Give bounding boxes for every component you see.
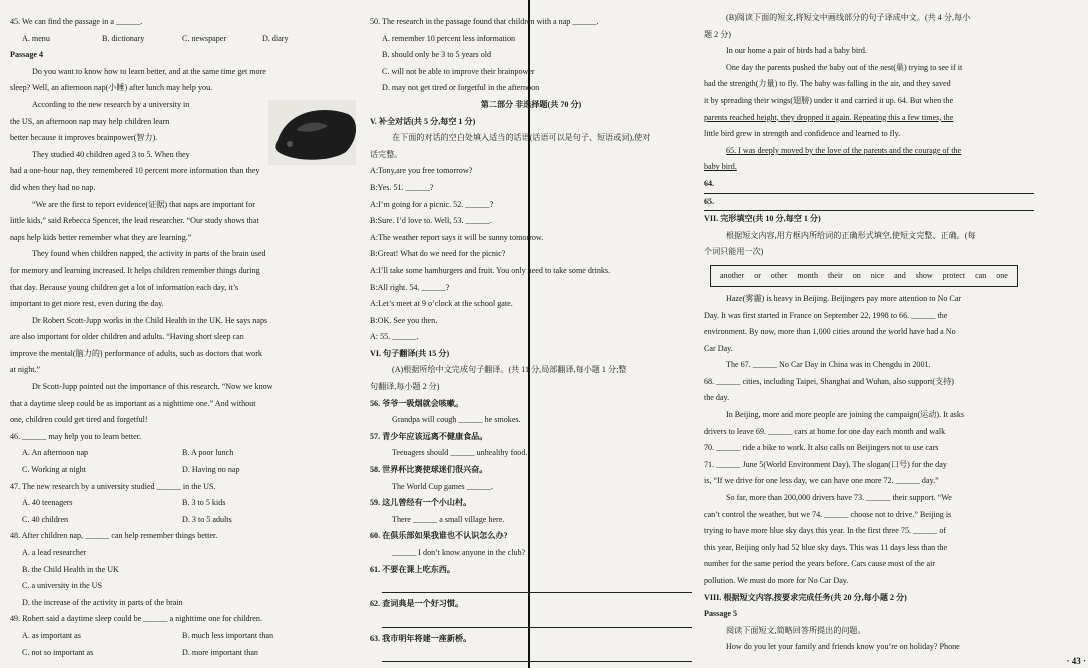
- question-48-option: B. the Child Health in the UK: [22, 564, 119, 574]
- section-6a-instructions: (A)根据所给中文完成句子翻译。(共 11 分,局部翻译,每小题 1 分;整: [392, 365, 627, 375]
- word-box-item: another: [719, 270, 745, 280]
- question-50-option: A. remember 10 percent less information: [382, 33, 516, 43]
- cloze-line: is, “If we drive for one less day, we can have one more 72. ______ day.”: [704, 476, 939, 486]
- dialog-line: A:Tony,are you free tomorrow?: [370, 166, 473, 176]
- story-line-underlined: 65. I was deeply moved by the love of the parents and the courage of the: [726, 145, 962, 155]
- story-line: One day the parents pushed the baby out of the nest(巢) trying to see if it: [726, 62, 963, 72]
- question-49-options: A. as important as B. much less important than: [22, 630, 274, 640]
- cloze-line: pollution. We must do more for No Car Day.: [704, 576, 849, 585]
- paragraph-line: that day. Because young children get a lot of information each day, it’s: [10, 282, 239, 292]
- cloze-line: environment. By now, more than 1,000 cities around the world have had a No: [704, 327, 956, 337]
- section-8-instructions: 阅读下面短文,简略回答所提出的问题。: [726, 625, 866, 635]
- paragraph-line: Dr Scott-Jupp pointed out the importance of this research. “Now we know: [32, 382, 273, 392]
- paragraph-line: According to the new research by a university in: [32, 99, 190, 109]
- cloze-line: 70. ______ ride a bike to work. It also calls on Beijingers not to use cars: [704, 443, 939, 453]
- section-6b-instructions: 题 2 分): [704, 29, 731, 39]
- story-line-underlined: it by spreading their wings(翅膀) under it and carried it up. 64. But when the: [704, 95, 954, 105]
- question-56: 56. 爷爷一吸烟就会咳嗽。: [370, 398, 464, 408]
- cloze-line: this year, Beijing only had 52 blue sky days. This was 11 days less than the: [704, 542, 948, 552]
- cloze-line: Haze(雾霾) is heavy in Beijing. Beijingers pay more attention to No Car: [726, 293, 962, 303]
- passage-4-title: Passage 4: [10, 50, 44, 60]
- cloze-line: 71. ______ June 5(World Environment Day). The slogan(口号) for the day: [704, 459, 947, 469]
- paragraph-line: improve the mental(脑力的) performance of adults, such as doctors that work: [10, 348, 262, 358]
- paragraph-line: did when they had no nap.: [10, 182, 96, 192]
- question-59-english: There ______ a small village here.: [392, 514, 505, 524]
- column-3: [704, 0, 1034, 668]
- part-2-title: 第二部分 非选择题(共 70 分): [480, 99, 582, 109]
- cloze-line: Day. It was first started in France on September 22, 1998 to 66. ______ the: [704, 310, 948, 320]
- paragraph-line: had a one-hour nap, they remembered 10 percent more information than they: [10, 166, 260, 176]
- word-box-item: and: [894, 270, 906, 280]
- story-line: had the strength(力量) to fly. The baby was falling in the air, and they saved: [704, 79, 951, 89]
- paragraph-line: are also important for older children and adults. “Having short sleep can: [10, 332, 244, 342]
- paragraph-line: “We are the first to report evidence(证据) that naps are important for: [32, 199, 255, 209]
- column-2: [370, 0, 692, 668]
- word-box-item: their: [827, 270, 843, 280]
- section-6-title: VI. 句子翻译(共 15 分): [370, 348, 450, 358]
- question-46: 46. ______ may help you to learn better.: [10, 431, 142, 441]
- cloze-line: can’t control the weather, but we 74. ______ choose not to drive.” Beijing is: [704, 509, 952, 519]
- question-50-option: B. should only be 3 to 5 years old: [382, 50, 492, 60]
- paragraph-line: the US, an afternoon nap may help children learn: [10, 116, 170, 126]
- question-47-options: A. 40 teenagers B. 3 to 5 kids: [22, 498, 226, 508]
- question-50-option: D. may not get tired or forgetful in the afternoon: [382, 83, 540, 93]
- cloze-line: In Beijing, more and more people are joining the campaign(运动). It asks: [726, 410, 965, 420]
- passage-5-first-line: How do you let your family and friends know you’re on holiday? Phone: [726, 642, 960, 652]
- dialog-line: B:Great! What do we need for the picnic?: [370, 249, 506, 259]
- section-6a-instructions: 句翻译,每小题 2 分): [370, 382, 440, 392]
- question-47: 47. The new research by a university studied ______ in the US.: [10, 481, 216, 491]
- answer-line-62[interactable]: [382, 613, 692, 628]
- question-49-options-row2: C. not so important as D. more important than: [22, 647, 258, 657]
- dialog-line: B:OK. See you then.: [370, 315, 438, 325]
- paragraph-line: one, children could get tired and forgetful!: [10, 415, 148, 425]
- answer-line-65[interactable]: 65.: [704, 194, 1034, 212]
- column-1: [10, 0, 356, 668]
- paragraph-line: for memory and learning increased. It helps children remember things during: [10, 265, 260, 275]
- paragraph-line: that a daytime sleep could be as important as a nighttime one.” And without: [10, 398, 256, 408]
- cloze-line: Car Day.: [704, 343, 733, 353]
- word-box-item: or: [754, 270, 761, 280]
- answer-line-63[interactable]: [382, 647, 692, 662]
- cloze-line: the day.: [704, 393, 730, 403]
- answer-line-64[interactable]: 64.: [704, 176, 1034, 194]
- question-60-english: ______ I don’t know anyone in the club?: [392, 548, 526, 557]
- dialog-line: A:The weather report says it will be sunny tomorrow.: [370, 232, 544, 242]
- question-45-options: A. menu B. dictionary C. newspaper D. diary: [22, 33, 289, 43]
- paragraph-line: They found when children napped, the activity in parts of the brain used: [32, 249, 266, 259]
- paragraph-line: They studied 40 children aged 3 to 5. When they: [32, 149, 190, 159]
- word-box-item: show: [915, 270, 933, 280]
- paragraph-line: little kids,” said Rebecca Spencer, the lead researcher. “Our study shows that: [10, 216, 259, 226]
- question-57: 57. 青少年应该远离不健康食品。: [370, 431, 488, 441]
- paragraph-line: Dr Robert Scott-Jupp works in the Child Health in the UK. He says naps: [32, 315, 268, 325]
- sleeping-child-photo: [268, 100, 356, 165]
- dialog-line: B:Sure. I’d love to. Well, 53. ______.: [370, 216, 492, 226]
- question-58: 58. 世界杯比赛使球迷们很兴奋。: [370, 465, 488, 475]
- dialog-line: B:Yes. 51. ______?: [370, 182, 434, 192]
- question-48-option: C. a university in the US: [22, 581, 103, 591]
- paragraph-line: naps help kids better remember what they are learning.”: [10, 232, 192, 242]
- story-line: In our home a pair of birds had a baby bird.: [726, 46, 867, 56]
- section-5-title: V. 补全对话(共 5 分,每空 1 分): [370, 116, 476, 126]
- question-49: 49. Robert said a daytime sleep could be ______ a nighttime one for children.: [10, 614, 262, 624]
- question-62: 62. 查词典是一个好习惯。: [370, 599, 464, 609]
- paragraph-line: Do you want to know how to learn better, and at the same time get more: [32, 66, 266, 76]
- question-63: 63. 我市明年将建一座新桥。: [370, 633, 472, 643]
- question-45: 45. We can find the passage in a ______.: [10, 17, 143, 26]
- section-7-instructions: 根据短文内容,用方框内所给词的正确形式填空,使短文完整、正确。(每: [726, 230, 976, 240]
- section-5-instructions: 话完整。: [370, 149, 403, 159]
- cloze-line: So far, more than 200,000 drivers have 73. ______ their support. “We: [726, 493, 952, 503]
- cloze-line: drivers to leave 69. ______ cars at home for one day each month and walk: [704, 426, 946, 436]
- section-6b-instructions: (B)阅读下面的短文,将短文中画线部分的句子译成中文。(共 4 分,每小: [726, 13, 971, 22]
- paragraph-line: sleep? Well, an afternoon nap(小睡) after lunch may help you.: [10, 83, 213, 93]
- word-box-item: can: [975, 270, 987, 280]
- cloze-line: trying to have more blue sky days this year. In the first three 75. ______ of: [704, 526, 947, 536]
- section-5-instructions: 在下面的对话的空白处填入适当的话语(话语可以是句子、短语或词),使对: [392, 133, 651, 143]
- paragraph-line: important to get more rest, even during the day.: [10, 299, 164, 309]
- question-61: 61. 不要在课上吃东西。: [370, 564, 455, 574]
- section-8-title: VIII. 根据短文内容,按要求完成任务(共 20 分,每小题 2 分): [704, 592, 907, 602]
- cloze-line: number for the same period the years before. Cars cause most of the air: [704, 559, 936, 569]
- page-number: · 43 ·: [1066, 656, 1086, 666]
- word-box-item: protect: [942, 270, 966, 280]
- question-60: 60. 在俱乐部如果我谁也不认识怎么办?: [370, 531, 508, 541]
- word-box-item: one: [996, 270, 1008, 280]
- paragraph-line: at night.”: [10, 365, 41, 375]
- question-57-english: Teenagers should ______ unhealthy food.: [392, 448, 528, 458]
- cloze-line: 68. ______ cities, including Taipei, Shanghai and Wuhan, also support(支持): [704, 376, 954, 386]
- question-48: 48. After children nap, ______ can help remember things better.: [10, 531, 218, 541]
- question-48-option: A. a lead researcher: [22, 548, 87, 557]
- question-56-english: Grandpa will cough ______ he smokes.: [392, 415, 521, 425]
- passage-5-title: Passage 5: [704, 609, 738, 619]
- question-59: 59. 这儿曾经有一个小山村。: [370, 498, 472, 508]
- dialog-line: A:Let’s meet at 9 o’clock at the school gate.: [370, 299, 513, 309]
- question-50-option: C. will not be able to improve their brainpower: [382, 66, 535, 76]
- question-58-english: The World Cup games ______.: [392, 481, 494, 491]
- question-46-options: A. An afternoon nap B. A poor lunch: [22, 448, 234, 458]
- question-47-options-row2: C. 40 children D. 3 to 5 adults: [22, 514, 232, 524]
- dialog-line: A:I’ll take some hamburgers and fruit. You only need to take some drinks.: [370, 265, 611, 275]
- story-line: little bird grew in strength and confidence and learned to fly.: [704, 129, 901, 139]
- story-line-underlined: parents reached height, they dropped it again. Repeating this a few times, the: [704, 112, 954, 122]
- answer-line-61[interactable]: [382, 578, 692, 593]
- dialog-line: A:I’m going for a picnic. 52. ______?: [370, 199, 494, 209]
- word-box: [710, 265, 1018, 287]
- question-46-options-row2: C. Working at night D. Having no nap: [22, 465, 240, 475]
- section-7-instructions: 个词只能用一次): [704, 247, 764, 257]
- word-box-item: nice: [870, 270, 885, 280]
- word-box-item: month: [797, 270, 819, 280]
- story-line-underlined: baby bird.: [704, 162, 737, 172]
- cloze-line: The 67. ______ No Car Day in China was in Chengdu in 2001.: [726, 360, 931, 370]
- question-48-option: D. the increase of the activity in parts of the brain: [22, 597, 183, 607]
- paragraph-line: better because it improves brainpower(智力).: [10, 133, 158, 143]
- word-box-item: other: [770, 270, 788, 280]
- question-50: 50. The research in the passage found that children with a nap ______.: [370, 17, 599, 26]
- word-box-item: on: [852, 270, 861, 280]
- dialog-line: B:All right. 54. ______?: [370, 282, 450, 292]
- section-7-title: VII. 完形填空(共 10 分,每空 1 分): [704, 214, 821, 224]
- dialog-line: A: 55. ______.: [370, 332, 419, 342]
